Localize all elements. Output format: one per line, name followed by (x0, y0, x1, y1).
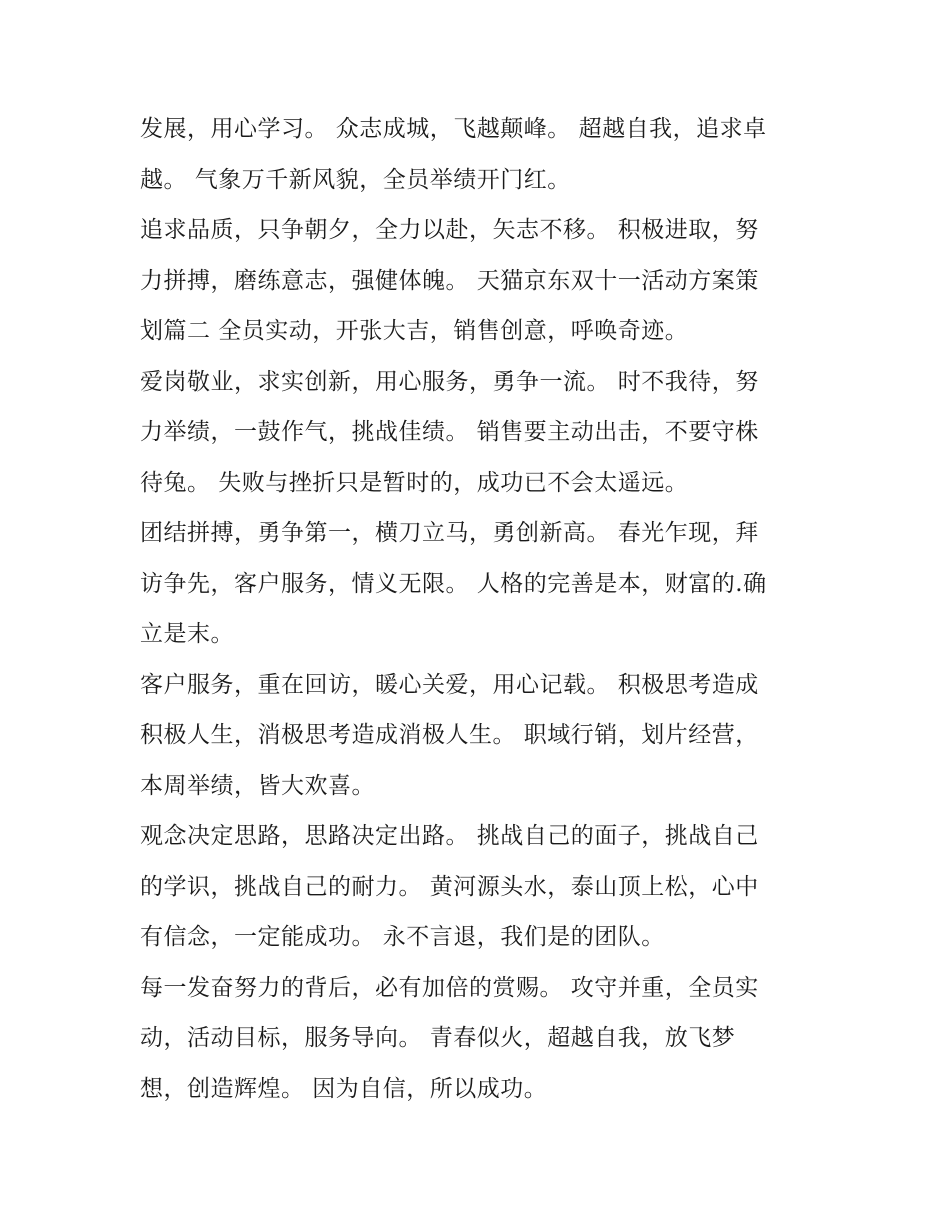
paragraph-5: 客户服务，重在回访，暖心关爱，用心记载。 积极思考造成 积极人生，消极思考造成消极人生。 职域行销，划片经营， 本周举绩，皆大欢喜。 (140, 671, 759, 799)
paragraph-1: 发展，用心学习。 众志成城，飞越颠峰。 超越自我，追求卓 越。 气象万千新风貌，全员举绩开门红。 (140, 116, 767, 193)
paragraph-3: 爱岗敬业，求实创新，用心服务，勇争一流。 时不我待，努 力举绩，一鼓作气，挑战佳绩。 销售要主动出击，不要守株 待兔。 失败与挫折只是暂时的，成功已不会太遥远。 (140, 368, 759, 496)
paragraph-6: 观念决定思路，思路决定出路。 挑战自己的面子，挑战自己 的学识，挑战自己的耐力。 黄河源头水，泰山顶上松，心中 有信念，一定能成功。 永不言退，我们是的团队。 (140, 823, 759, 950)
paragraph-2: 追求品质，只争朝夕，全力以赴，矢志不移。 积极进取，努 力拼搏，磨练意志，强健体魄。 天猫京东双十一活动方案策 划篇二 全员实动，开张大吉，销售创意，呼唤奇迹。 (140, 217, 759, 344)
paragraph-4: 团结拼搏，勇争第一，横刀立马，勇创新高。 春光乍现，拜 访争先，客户服务，情义无限。 人格的完善是本，财富的.确 立是末。 (140, 520, 767, 647)
document-body (140, 104, 810, 1114)
paragraph-7: 每一发奋努力的背后，必有加倍的赏赐。 攻守并重，全员实 动，活动目标，服务导向。 青春似火，超越自我，放飞梦 想，创造辉煌。 因为自信，所以成功。 (140, 974, 759, 1102)
